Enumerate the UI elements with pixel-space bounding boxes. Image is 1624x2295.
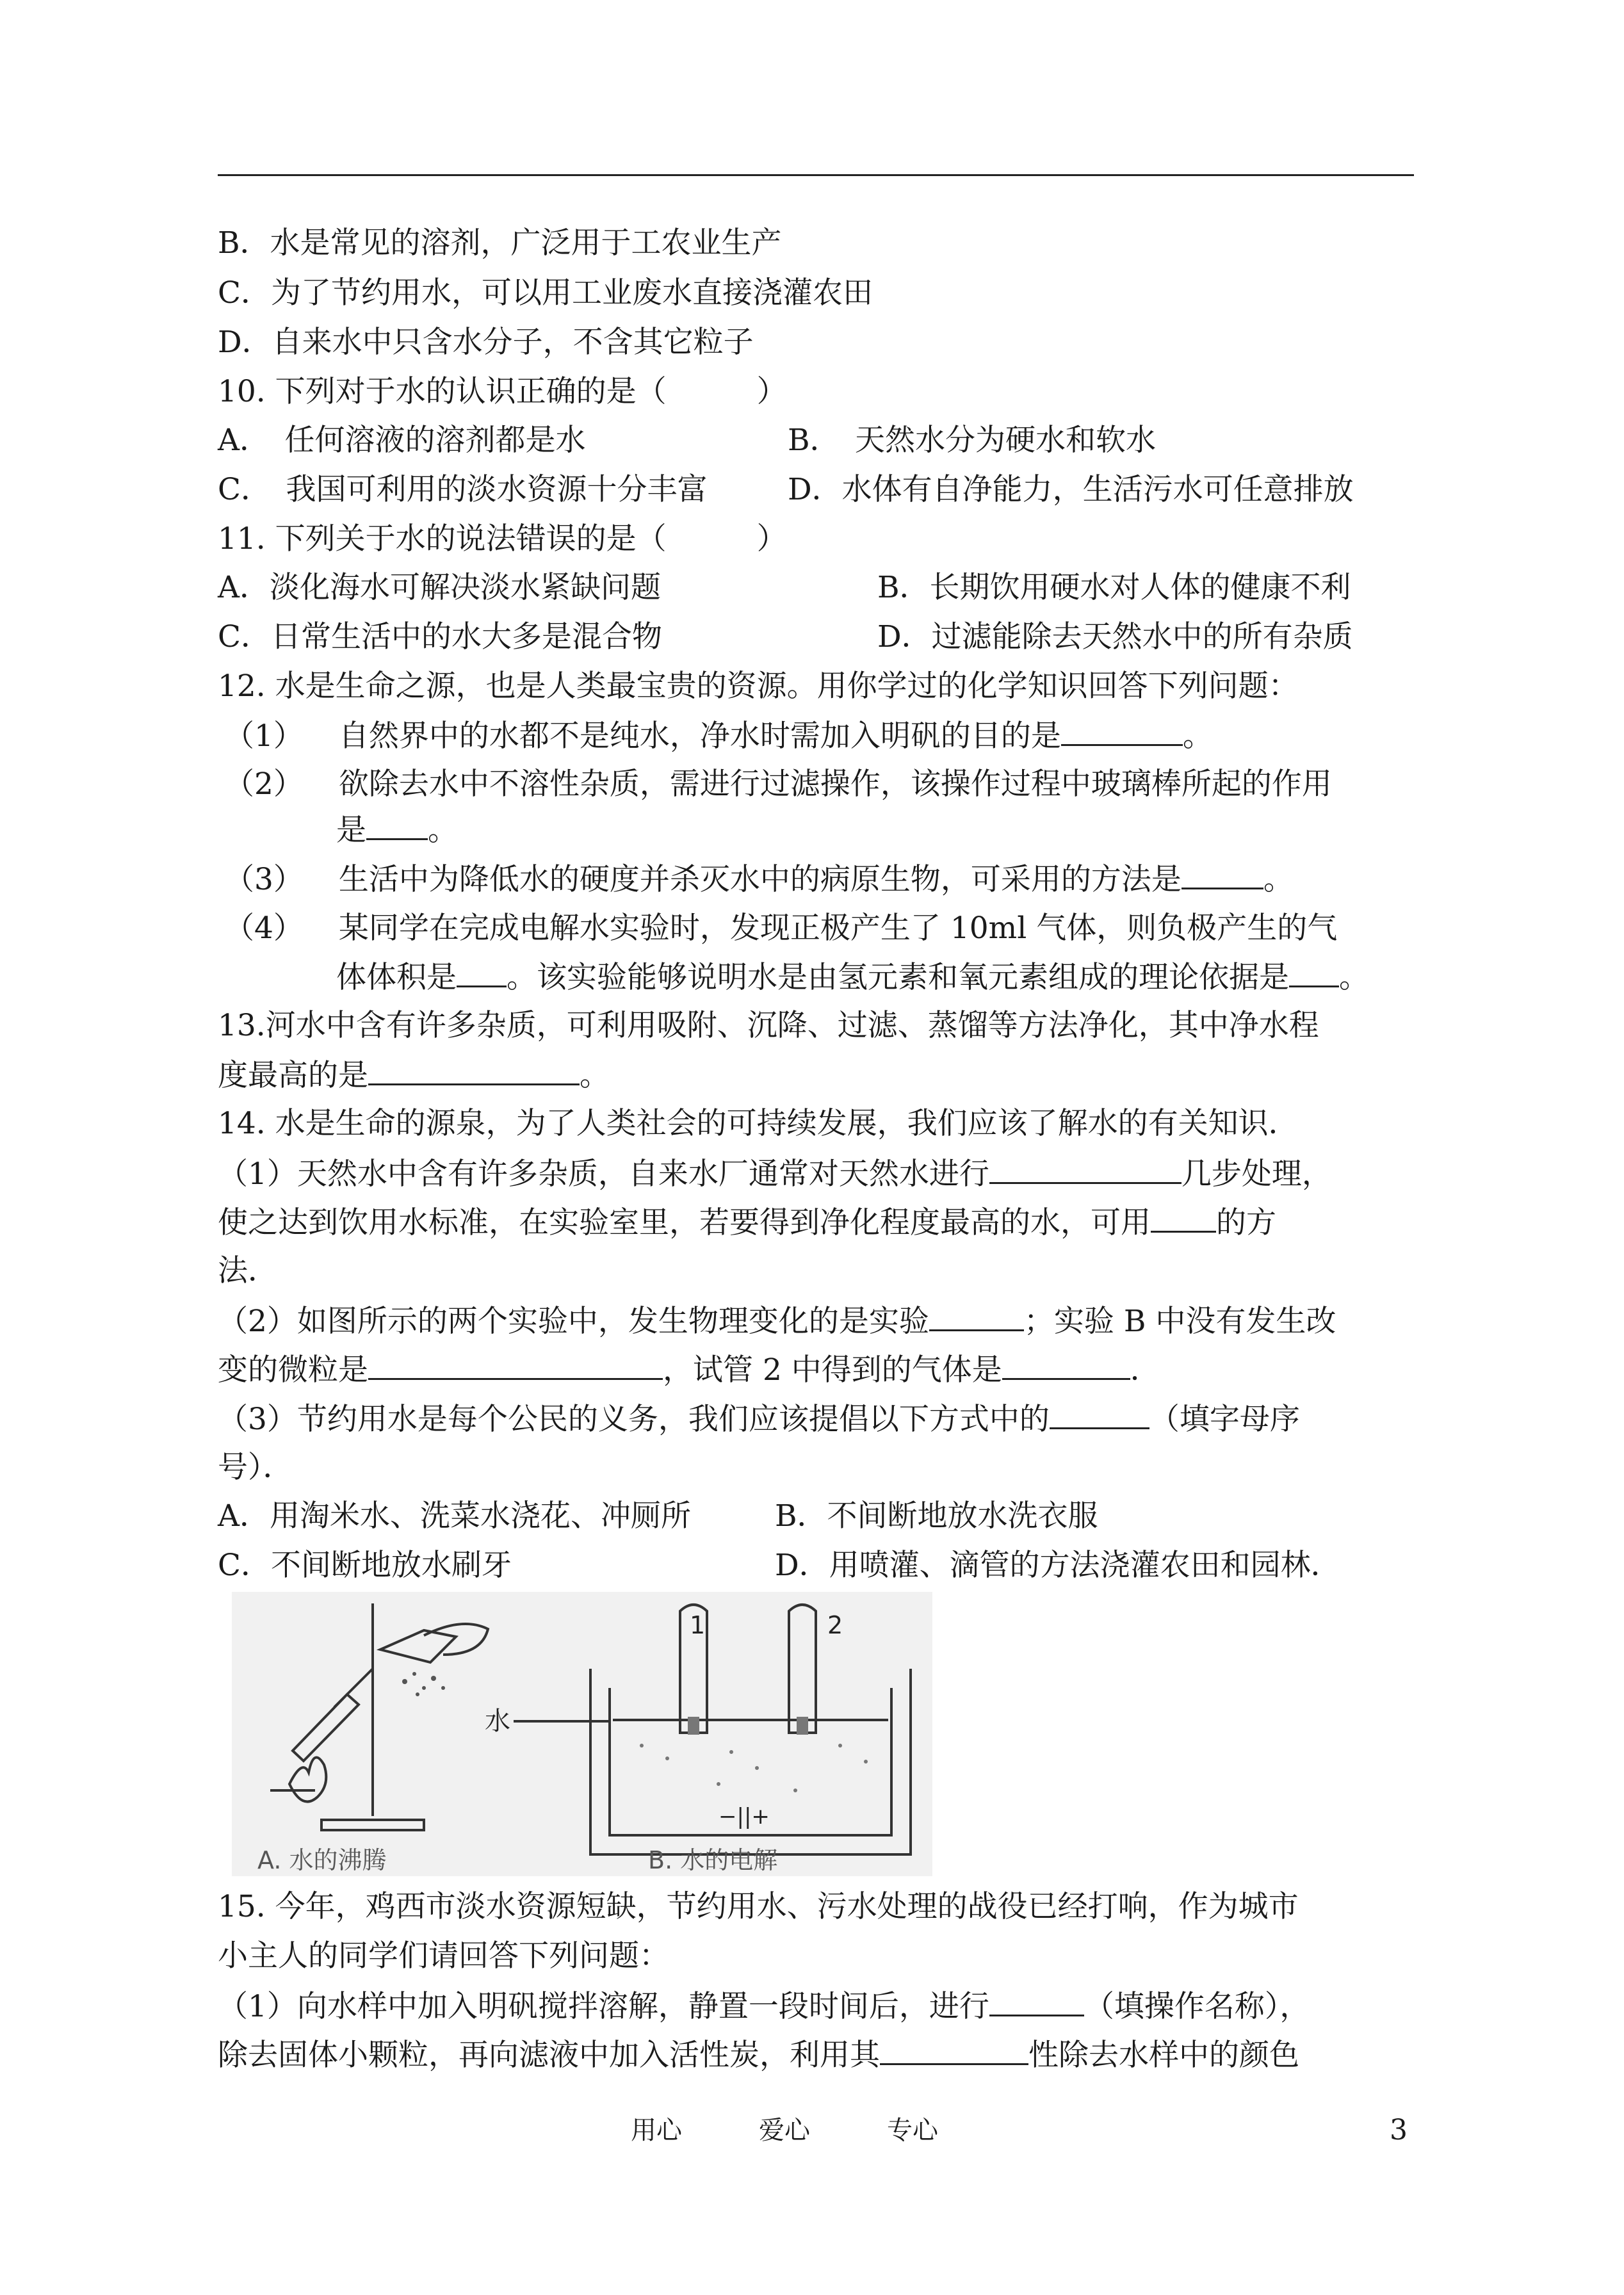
boiling-water-apparatus [270, 1603, 488, 1830]
tube-2-label: 2 [827, 1611, 843, 1639]
q12-part4-cont: 体体积是 。该实验能够说明水是由氢元素和氧元素组成的理论依据是 。 [336, 957, 1369, 997]
answer-blank[interactable] [1181, 859, 1263, 889]
q9-option-d: D．自来水中只含水分子，不含其它粒子 [218, 325, 754, 360]
answer-blank[interactable] [1050, 1399, 1149, 1429]
q14-part2-cont: 变的微粒是 ，试管 2 中得到的气体是 ． [218, 1350, 1160, 1390]
answer-blank[interactable] [366, 810, 428, 840]
electrolysis-apparatus [514, 1605, 911, 1854]
answer-blank[interactable] [368, 1350, 663, 1380]
q14-stem: 14. 水是生命的源泉，为了人类社会的可持续发展，我们应该了解水的有关知识． [218, 1106, 1299, 1141]
q10-option-a: A． 任何溶液的溶剂都是水 [218, 423, 586, 458]
answer-blank[interactable] [1151, 1203, 1216, 1233]
q12-part4: （4） 某同学在完成电解水实验时，发现正极产生了 10ml 气体，则负极产生的气 [224, 911, 1338, 946]
q11-option-c: C．日常生活中的水大多是混合物 [218, 619, 662, 654]
header-rule [218, 174, 1414, 176]
q10-option-c: C． 我国可利用的淡水资源十分丰富 [218, 472, 708, 507]
q15-part1: （1）向水样中加入明矾搅拌溶解，静置一段时间后，进行 （填操作名称）， [218, 1986, 1310, 2026]
q12-part2-cont: 是 。 [336, 810, 458, 850]
q14-part3: （3）节约用水是每个公民的义务，我们应该提倡以下方式中的 （填字母序 [218, 1399, 1300, 1439]
answer-blank[interactable] [368, 1055, 580, 1085]
footer-middle: 爱心 [759, 2116, 810, 2145]
q13-stem-cont: 度最高的是 。 [218, 1055, 610, 1095]
q14-part1-end: 法． [218, 1253, 278, 1288]
q11-stem: 11. 下列关于水的说法错误的是（ ） [218, 521, 787, 556]
answer-blank[interactable] [989, 1986, 1084, 2016]
experiment-illustration [232, 1592, 932, 1876]
q15-stem-cont: 小主人的同学们请回答下列问题： [218, 1938, 669, 1974]
answer-blank[interactable] [1289, 957, 1339, 987]
q9-option-c: C．为了节约用水，可以用工业废水直接浇灌农田 [218, 275, 873, 311]
q12-stem: 12. 水是生命之源，也是人类最宝贵的资源。用你学过的化学知识回答下列问题： [218, 669, 1299, 704]
water-label: 水 [485, 1707, 510, 1736]
q12-part2: （2） 欲除去水中不溶性杂质，需进行过滤操作，该操作过程中玻璃棒所起的作用 [224, 766, 1332, 802]
q11-option-b: B．长期饮用硬水对人体的健康不利 [877, 570, 1351, 605]
answer-blank[interactable] [880, 2035, 1028, 2065]
answer-blank[interactable] [1002, 1350, 1130, 1380]
experiment-figure [232, 1592, 932, 1876]
q14-option-a: A．用淘米水、洗菜水浇花、冲厕所 [218, 1498, 691, 1534]
answer-blank[interactable] [929, 1301, 1024, 1331]
q14-option-d: D．用喷灌、滴管的方法浇灌农田和园林． [775, 1548, 1341, 1583]
q10-option-b: B． 天然水分为硬水和软水 [788, 423, 1157, 458]
q11-option-d: D．过滤能除去天然水中的所有杂质 [877, 619, 1353, 654]
footer-left: 用心 [631, 2116, 682, 2145]
q14-part2: （2）如图所示的两个实验中，发生物理变化的是实验 ；实验 B 中没有发生改 [218, 1301, 1336, 1341]
caption-b: B. 水的电解 [648, 1846, 778, 1874]
page-number: 3 [1390, 2114, 1408, 2146]
q14-option-b: B．不间断地放水洗衣服 [775, 1498, 1098, 1534]
q15-part1-cont: 除去固体小颗粒，再向滤液中加入活性炭，利用其 性除去水样中的颜色 [218, 2035, 1299, 2075]
q13-stem: 13.河水中含有许多杂质，可利用吸附、沉降、过滤、蒸馏等方法净化，其中净水程 [218, 1008, 1319, 1043]
answer-blank[interactable] [457, 957, 507, 987]
q14-part1-cont: 使之达到饮用水标准，在实验室里，若要得到净化程度最高的水，可用 的方 [218, 1203, 1276, 1242]
q14-option-c: C．不间断地放水刷牙 [218, 1548, 512, 1583]
tube-1-label: 1 [690, 1611, 706, 1639]
battery-symbol: −||+ [719, 1804, 770, 1829]
caption-a: A. 水的沸腾 [257, 1846, 387, 1874]
q14-part1: （1）天然水中含有许多杂质，自来水厂通常对天然水进行 几步处理， [218, 1154, 1332, 1194]
q12-part3: （3） 生活中为降低水的硬度并杀灭水中的病原生物，可采用的方法是 。 [224, 859, 1294, 899]
q15-stem: 15. 今年，鸡西市淡水资源短缺，节约用水、污水处理的战役已经打响，作为城市 [218, 1889, 1299, 1924]
q11-option-a: A．淡化海水可解决淡水紧缺问题 [218, 570, 661, 605]
answer-blank[interactable] [1061, 716, 1183, 746]
q10-option-d: D．水体有自净能力，生活污水可任意排放 [788, 472, 1354, 507]
footer-right: 专心 [887, 2116, 938, 2145]
q9-option-b: B．水是常见的溶剂，广泛用于工农业生产 [218, 225, 782, 261]
answer-blank[interactable] [989, 1154, 1181, 1184]
q10-stem: 10. 下列对于水的认识正确的是（ ） [218, 374, 787, 409]
q14-part3-cont: 号）． [218, 1450, 293, 1485]
q12-part1: （1） 自然界中的水都不是纯水，净水时需加入明矾的目的是 。 [224, 716, 1213, 756]
